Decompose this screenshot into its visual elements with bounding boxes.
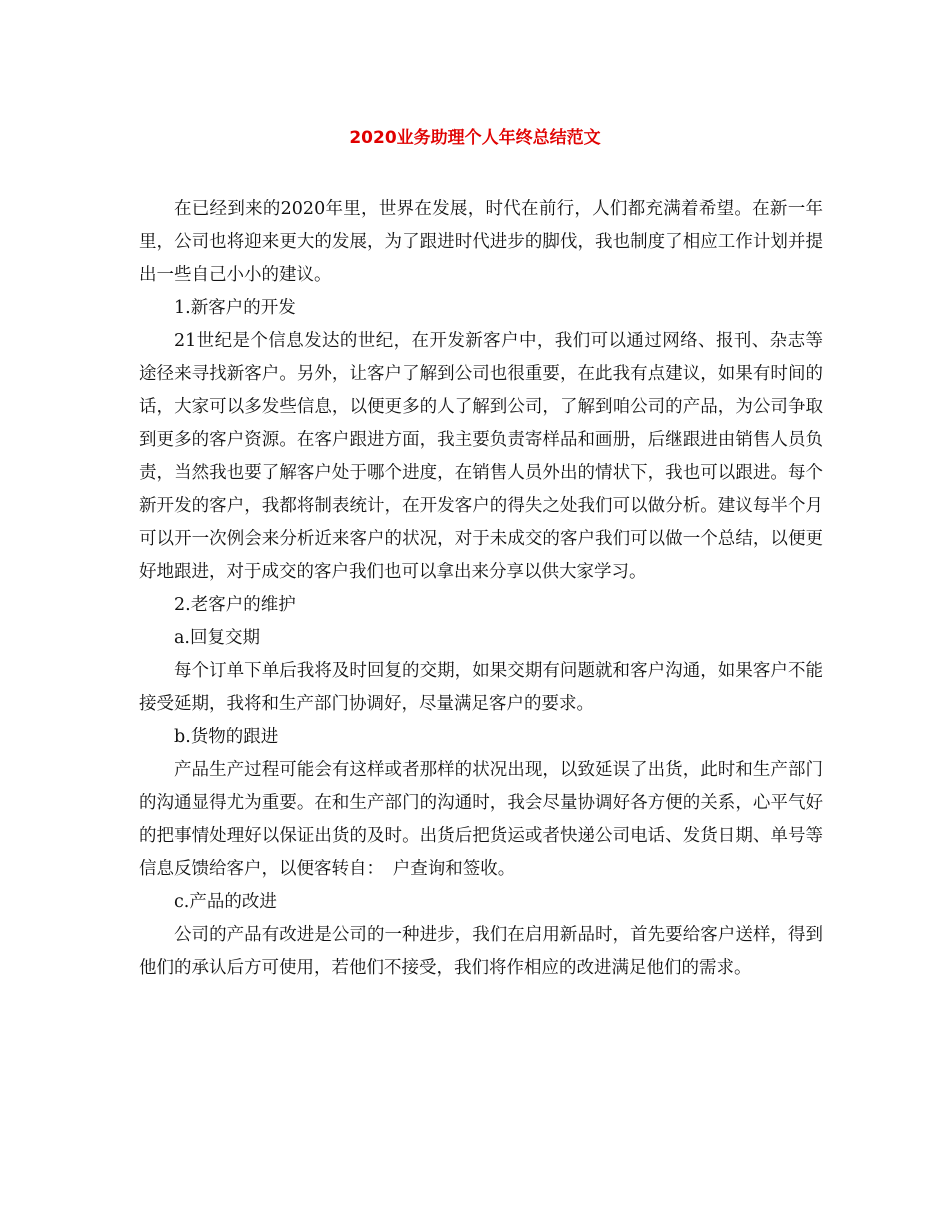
paragraph-new-clients: 21世纪是个信息发达的世纪，在开发新客户中，我们可以通过网络、报刊、杂志等途径来寻找新客户。另外，让客户了解到公司也很重要，在此我有点建议，如果有时间的话，大家可以多发些信息，以便更多的人了解到公司，了解到咱公司的产品，为公司争取到更多的客户资源。在客户跟进方面，我主要负责寄样品和画册，后继跟进由销售人员负责，当然我也要了解客户处于哪个进度，在销售人员外出的情状下，我也可以跟进。每个新开发的客户，我都将制表统计，在开发客户的得失之处我们可以做分析。建议每半个月可以开一次例会来分析近来客户的状况，对于未成交的客户我们可以做一个总结，以便更好地跟进，对于成交的客户我们也可以拿出来分享以供大家学习。 bbox=[139, 331, 823, 582]
section-heading-new-clients: 1.新客户的开发 bbox=[174, 298, 296, 318]
subsection-heading-delivery-reply: a.回复交期 bbox=[174, 628, 260, 648]
document-title: 2020业务助理个人年终总结范文 bbox=[349, 128, 601, 148]
paragraph-product-improvement: 公司的产品有改进是公司的一种进步，我们在启用新品时，首先要给客户送样，得到他们的承认后方可使用，若他们不接受，我们将作相应的改进满足他们的需求。 bbox=[139, 925, 823, 978]
paragraph-goods-followup: 产品生产过程可能会有这样或者那样的状况出现，以致延误了出货，此时和生产部门的沟通显得尤为重要。在和生产部门的沟通时，我会尽量协调好各方便的关系，心平气好的把事情处理好以保证出货的及时。出货后把货运或者快递公司电话、发货日期、单号等信息反馈给客户，以便客转自： 户查询和签收。 bbox=[139, 760, 823, 879]
document-body bbox=[139, 193, 823, 985]
section-heading-old-clients: 2.老客户的维护 bbox=[174, 595, 296, 615]
paragraph-intro: 在已经到来的2020年里，世界在发展，时代在前行，人们都充满着希望。在新一年里，公司也将迎来更大的发展，为了跟进时代进步的脚伐，我也制度了相应工作计划并提出一些自己小小的建议。 bbox=[139, 199, 823, 285]
subsection-heading-goods-followup: b.货物的跟进 bbox=[174, 727, 279, 747]
subsection-heading-product-improvement: c.产品的改进 bbox=[174, 892, 277, 912]
paragraph-delivery-reply: 每个订单下单后我将及时回复的交期，如果交期有问题就和客户沟通，如果客户不能接受延期，我将和生产部门协调好，尽量满足客户的要求。 bbox=[139, 661, 823, 714]
